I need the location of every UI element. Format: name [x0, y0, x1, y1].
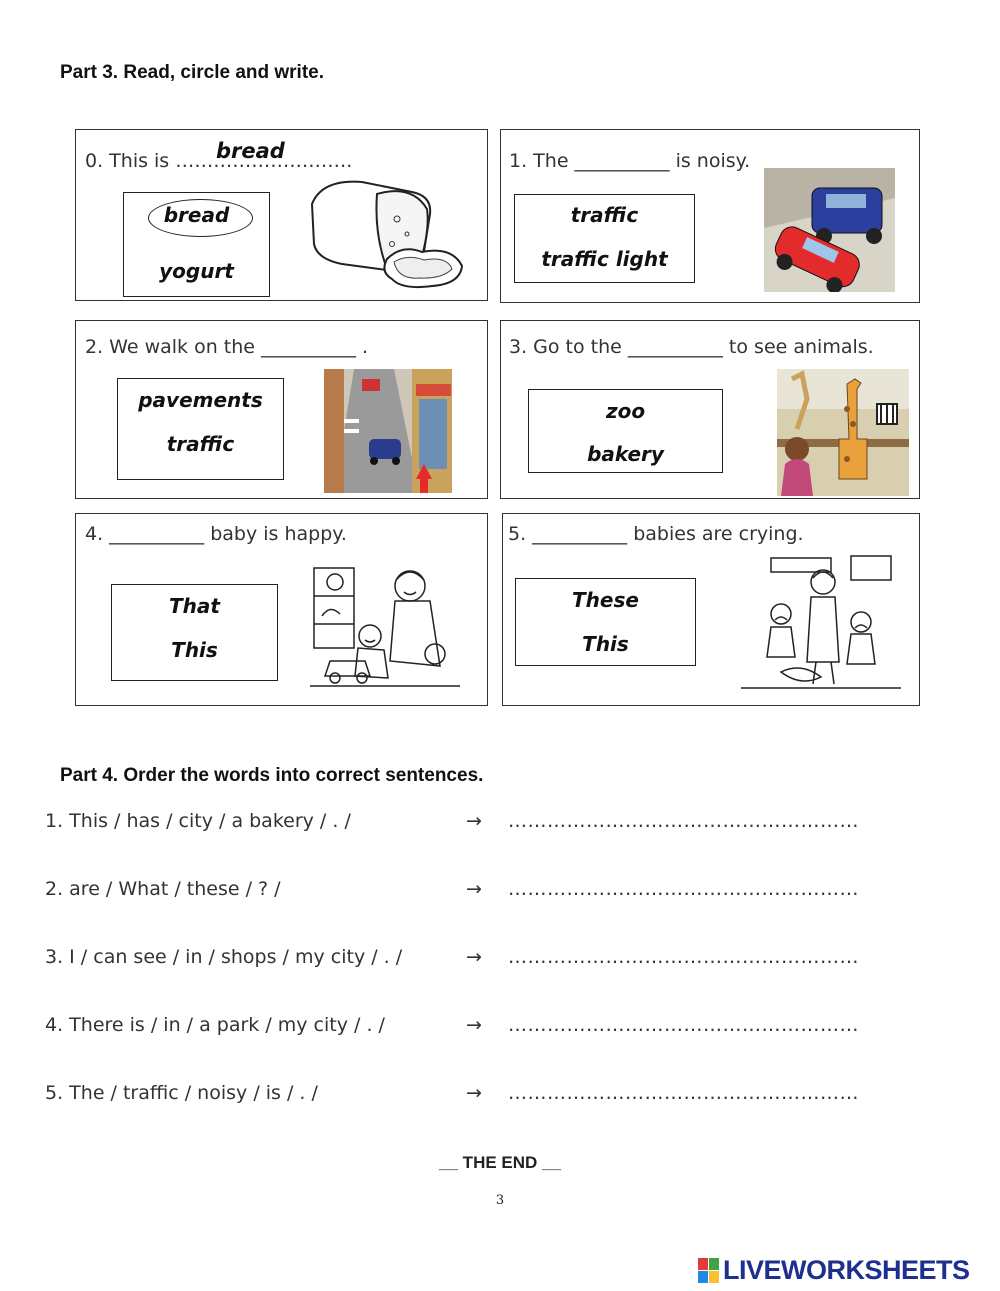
zoo-giraffe-picture: [777, 369, 909, 496]
exercise-panel-3: [500, 320, 920, 499]
logo-squares-icon: [698, 1258, 719, 1283]
the-end-text: __ THE END __: [439, 1153, 561, 1172]
liveworksheets-logo[interactable]: [698, 1255, 970, 1286]
choice-option[interactable]: traffic: [570, 203, 639, 227]
prompt-text: 2. We walk on the __________ .: [85, 336, 369, 358]
choice-box-1: [514, 194, 695, 283]
answer-input-1[interactable]: [573, 138, 683, 164]
scrambled-words: 1. This / has / city / a bakery / . /: [45, 810, 351, 832]
choice-box-2: [117, 378, 284, 480]
choice-option[interactable]: That: [169, 594, 220, 618]
choice-option[interactable]: yogurt: [159, 259, 234, 283]
arrow-icon: →: [466, 878, 482, 900]
answer-input-5[interactable]: [529, 512, 639, 538]
prompt-text: 5. __________ babies are crying.: [508, 523, 804, 545]
prompt-text: 0. This is ……………………….: [85, 150, 353, 172]
crying-babies-picture: [741, 552, 901, 692]
exercise-panel-2: [75, 320, 488, 499]
choice-option[interactable]: traffic: [166, 432, 235, 456]
choice-option[interactable]: This: [171, 638, 218, 662]
arrow-icon: →: [466, 810, 482, 832]
page-number: 3: [495, 1193, 505, 1208]
choice-box-3: [528, 389, 723, 473]
prompt-text: 3. Go to the __________ to see animals.: [509, 336, 874, 358]
scrambled-words: 4. There is / in / a park / my city / . /: [45, 1014, 385, 1036]
bread-loaf-picture: [302, 174, 467, 292]
part3-heading: Part 3. Read, circle and write.: [60, 62, 324, 83]
answer-input-2[interactable]: [272, 325, 382, 351]
choice-option[interactable]: This: [582, 632, 629, 656]
exercise-panel-0: [75, 129, 488, 301]
scrambled-words: 5. The / traffic / noisy / is / . /: [45, 1082, 318, 1104]
choice-option[interactable]: zoo: [605, 399, 646, 423]
prompt-text: 4. __________ baby is happy.: [85, 523, 347, 545]
arrow-icon: →: [466, 946, 482, 968]
choice-option[interactable]: pavements: [138, 388, 263, 412]
answer-input-4[interactable]: [106, 512, 216, 538]
answer-line[interactable]: ………………………………………………: [508, 878, 859, 900]
exercise-panel-5: [502, 513, 920, 706]
scrambled-words: 3. I / can see / in / shops / my city / . /: [45, 946, 403, 968]
arrow-icon: →: [466, 1082, 482, 1104]
choice-option[interactable]: bakery: [587, 442, 664, 466]
logo-text: LIVEWORKSHEETS: [723, 1255, 970, 1285]
answer-line[interactable]: ………………………………………………: [508, 1014, 859, 1036]
cars-traffic-picture: [764, 168, 895, 292]
street-pavement-picture: [324, 369, 452, 493]
part4-heading: Part 4. Order the words into correct sentences.: [60, 765, 484, 786]
answer-input-0[interactable]: [214, 138, 348, 164]
exercise-panel-1: [500, 129, 920, 303]
choice-box-0: [123, 192, 270, 297]
answer-line[interactable]: ………………………………………………: [508, 810, 859, 832]
scrambled-words: 2. are / What / these / ? /: [45, 878, 281, 900]
choice-option[interactable]: traffic light: [541, 247, 668, 271]
answer-line[interactable]: ………………………………………………: [508, 1082, 859, 1104]
answer-line[interactable]: ………………………………………………: [508, 946, 859, 968]
choice-box-4: [111, 584, 278, 681]
choice-box-5: [515, 578, 696, 666]
choice-option[interactable]: bread: [163, 203, 230, 227]
answer-input-3[interactable]: [641, 325, 751, 351]
exercise-panel-4: [75, 513, 488, 706]
choice-option[interactable]: These: [572, 588, 639, 612]
prompt-text: 1. The __________ is noisy.: [509, 150, 751, 172]
happy-baby-picture: [310, 566, 460, 690]
arrow-icon: →: [466, 1014, 482, 1036]
